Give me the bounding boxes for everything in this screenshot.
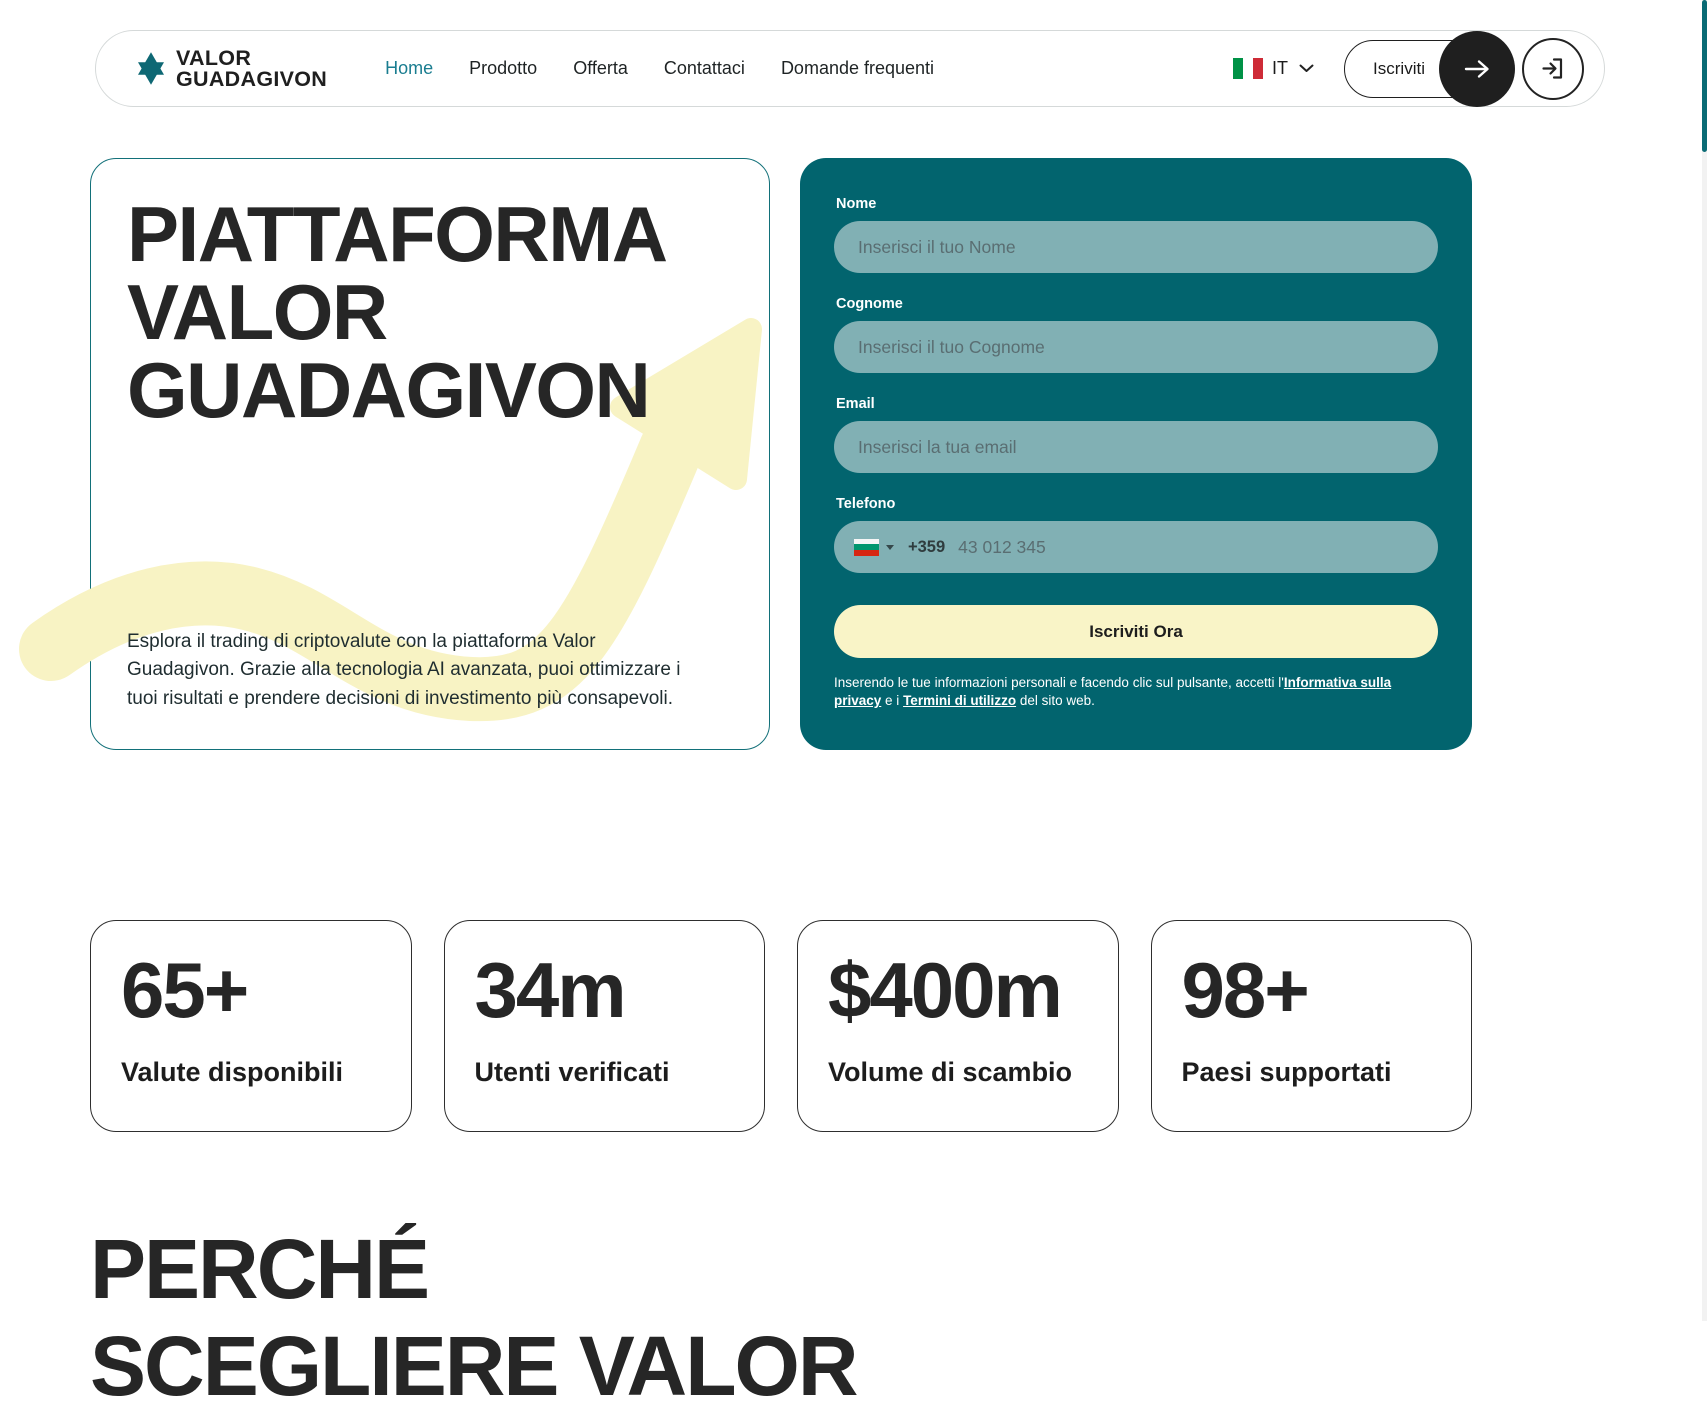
stat-card-countries	[1151, 920, 1473, 1132]
stat-label: Valute disponibili	[121, 1057, 344, 1087]
hero-card	[90, 158, 770, 750]
scrollbar-track	[1702, 0, 1707, 1321]
stat-card-currencies	[90, 920, 412, 1132]
field-group-email	[834, 396, 1438, 473]
login-button[interactable]	[1522, 38, 1584, 100]
brand-name	[176, 45, 328, 91]
nav-item-faq[interactable]: Domande frequenti	[780, 58, 935, 78]
disclaimer-text-1: Inserendo le tue informazioni personali e facendo clic sul pulsante, accetti l'	[834, 675, 1284, 690]
field-group-cognome	[834, 296, 1438, 373]
brand-name-line2: GUADAGIVON	[176, 66, 328, 91]
submit-button[interactable]: Iscriviti Ora	[834, 605, 1438, 658]
login-icon	[1540, 55, 1567, 82]
hero-title: PIATTAFORMA VALOR GUADAGIVON	[127, 190, 664, 434]
phone-number-input[interactable]	[945, 521, 1420, 573]
privacy-policy-link[interactable]: Informativa sulla privacy	[834, 675, 1392, 708]
why-choose-heading-line1: PERCHÉ	[90, 1222, 429, 1316]
stat-value: 98+	[1181, 946, 1308, 1034]
hero-description: Esplora il trading di criptovalute con la piattaforma Valor Guadagivon. Grazie alla tecnologia AI avanzata, puoi ottimizzare i tuoi risultati e prendere decisioni di investimento più consapevoli.	[127, 630, 681, 709]
stat-label: Utenti verificati	[474, 1057, 670, 1087]
stat-card-volume	[797, 920, 1119, 1132]
nome-label: Nome	[836, 196, 877, 212]
field-group-nome	[834, 196, 1438, 273]
language-selector[interactable]	[1233, 58, 1314, 79]
signup-button[interactable]	[1344, 40, 1506, 98]
scrollbar-thumb[interactable]	[1702, 0, 1707, 152]
italy-flag-icon	[1233, 58, 1263, 79]
country-caret-icon[interactable]	[886, 545, 894, 550]
chevron-down-icon	[1299, 64, 1314, 73]
disclaimer-text-3: del sito web.	[1016, 693, 1095, 708]
nome-input[interactable]	[834, 221, 1438, 273]
email-label: Email	[836, 396, 875, 412]
stat-value: $400m	[828, 946, 1061, 1034]
why-choose-heading	[90, 1221, 1190, 1415]
header	[95, 30, 1605, 107]
brand-logo[interactable]	[136, 45, 328, 91]
star-icon	[136, 52, 166, 85]
stat-card-users	[444, 920, 766, 1132]
terms-of-use-link[interactable]: Termini di utilizzo	[903, 693, 1017, 708]
dial-code: +359	[908, 537, 946, 556]
telefono-label: Telefono	[836, 496, 896, 512]
nav-item-contattaci[interactable]: Contattaci	[663, 58, 745, 78]
nav-item-offerta[interactable]: Offerta	[573, 58, 628, 78]
hero-section	[90, 158, 1472, 750]
stat-value: 34m	[474, 946, 625, 1034]
bulgaria-flag-icon[interactable]	[854, 539, 879, 556]
form-disclaimer	[834, 674, 1438, 710]
stats-section	[90, 920, 1472, 1132]
field-group-telefono	[834, 496, 1438, 573]
main-nav	[385, 58, 934, 79]
phone-field	[834, 521, 1438, 573]
nav-item-prodotto[interactable]: Prodotto	[469, 58, 538, 78]
header-right-cluster	[1233, 38, 1584, 100]
nav-item-home[interactable]: Home	[385, 58, 434, 78]
why-choose-heading-line2: SCEGLIERE VALOR	[90, 1319, 857, 1413]
stat-value: 65+	[121, 946, 248, 1034]
signup-button-label: Iscriviti	[1373, 58, 1425, 78]
language-code: IT	[1272, 58, 1289, 78]
email-field[interactable]	[834, 421, 1438, 473]
cognome-label: Cognome	[836, 296, 903, 312]
cognome-input[interactable]	[834, 321, 1438, 373]
stat-label: Volume di scambio	[828, 1057, 1073, 1087]
arrow-right-icon	[1439, 31, 1515, 107]
stat-label: Paesi supportati	[1181, 1057, 1392, 1087]
signup-form-card	[800, 158, 1472, 750]
disclaimer-text-2: e i	[881, 693, 904, 708]
brand-name-line1: VALOR	[176, 45, 252, 70]
